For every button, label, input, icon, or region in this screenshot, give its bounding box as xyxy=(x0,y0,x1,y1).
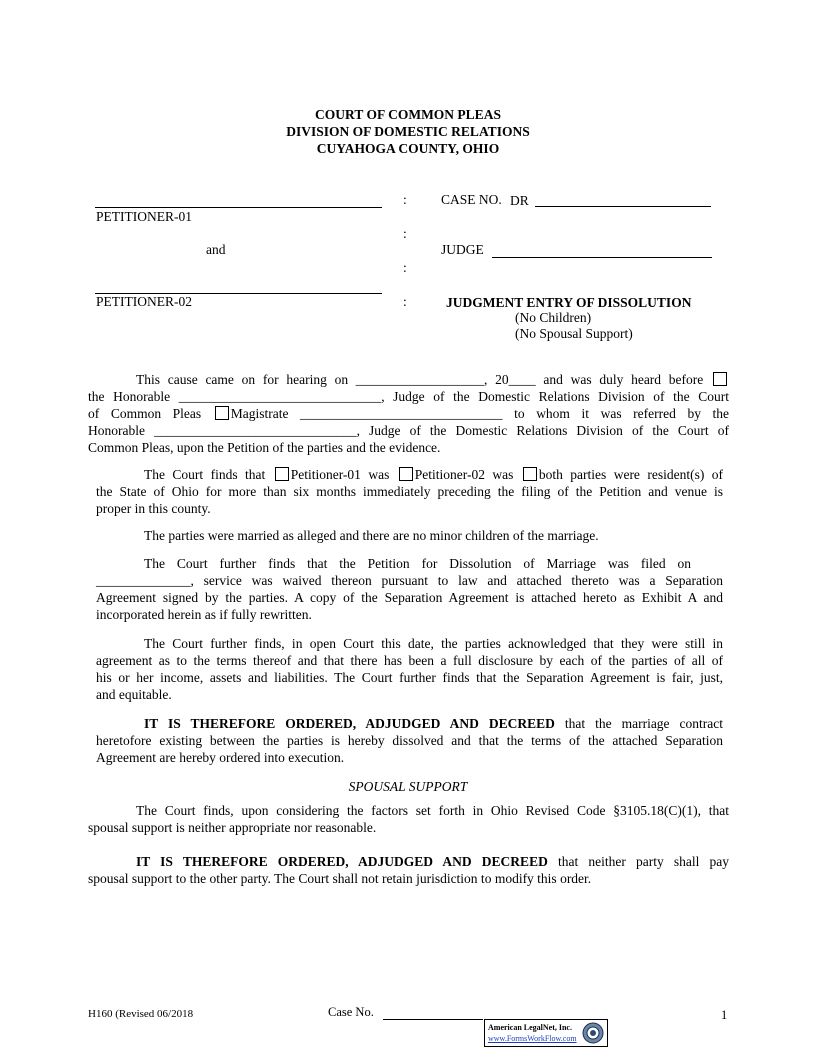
paragraph-residency xyxy=(96,466,723,517)
hearing-line-5: Common Pleas, upon the Petition of the parties and the evidence. xyxy=(88,440,441,455)
residency-line-1d: both parties were resident(s) of xyxy=(538,467,724,482)
magistrate-checkbox[interactable] xyxy=(215,406,229,420)
hearing-line-3b: Magistrate ______________________________ to whom it was referred by the xyxy=(230,406,730,421)
paragraph-spousal-findings xyxy=(88,802,729,836)
petitioner1-label: PETITIONER-01 xyxy=(96,209,192,224)
document-subtitle-children: (No Children) xyxy=(515,310,592,325)
hearing-line-3a: of Common Pleas xyxy=(88,406,202,421)
disclosure-line-3: his or her income, assets and liabilities. The Court further finds that the Separation Agreement is fair, just, xyxy=(96,670,723,685)
residency-line-1a: The Court finds that xyxy=(144,467,266,482)
hearing-line-2: the Honorable ______________________________, Judge of the Domestic Relations Division of the Court xyxy=(88,389,729,404)
spousal-order-bold: IT IS THEREFORE ORDERED, ADJUDGED AND DECREED xyxy=(136,854,548,869)
petition-line-4: incorporated herein as if fully rewritten. xyxy=(96,607,312,622)
judge-label: JUDGE xyxy=(441,242,484,257)
both-parties-residency-checkbox[interactable] xyxy=(523,467,537,481)
caption-colon-4: : xyxy=(403,294,407,309)
residency-line-2: the State of Ohio for more than six months immediately preceding the filing of the Petition and venue is xyxy=(96,484,723,499)
document-subtitle-support: (No Spousal Support) xyxy=(515,326,633,341)
logo-company-name: American LegalNet, Inc. xyxy=(488,1023,572,1032)
case-no-label: CASE NO. xyxy=(441,192,502,207)
spousal-support-heading: SPOUSAL SUPPORT xyxy=(348,779,468,794)
form-id: H160 (Revised 06/2018 xyxy=(88,1008,194,1020)
petitioner1-residency-checkbox[interactable] xyxy=(275,467,289,481)
disclosure-line-2: agreement as to the terms thereof and that there has been a full disclosure by each of the parties of all of xyxy=(96,653,723,668)
paragraph-disclosure xyxy=(96,635,723,703)
paragraph-marriage: The parties were married as alleged and there are no minor children of the marriage. xyxy=(144,528,599,543)
paragraph-petition-filed xyxy=(96,555,723,623)
page-number: 1 xyxy=(721,1008,728,1022)
footer-case-no-field[interactable] xyxy=(383,1019,483,1020)
dissolution-order-line-2: heretofore existing between the parties is hereby dissolved and that the terms of the attached Separation xyxy=(96,733,723,748)
caption-colon-2: : xyxy=(403,226,407,241)
court-county: CUYAHOGA COUNTY, OHIO xyxy=(316,141,500,156)
footer-case-no-label: Case No. xyxy=(328,1005,374,1019)
paragraph-hearing xyxy=(88,371,729,456)
case-no-prefix: DR xyxy=(510,193,529,208)
spousal-order-line-1: that neither party shall pay xyxy=(557,854,730,869)
petition-line-1: The Court further finds that the Petition for Dissolution of Marriage was filed on xyxy=(144,556,691,571)
american-legalnet-logo[interactable] xyxy=(484,1019,608,1047)
residency-line-1c: Petitioner-02 was xyxy=(414,467,514,482)
paragraph-spousal-order xyxy=(88,853,729,887)
case-no-field[interactable] xyxy=(535,206,711,207)
paragraph-dissolution-order xyxy=(96,715,723,766)
petition-line-3: Agreement signed by the parties. A copy of the Separation Agreement is attached hereto as Exhibit A and xyxy=(96,590,723,605)
residency-line-1b: Petitioner-01 was xyxy=(290,467,390,482)
dissolution-order-line-3: Agreement are hereby ordered into execution. xyxy=(96,750,345,765)
logo-website-link[interactable]: www.FormsWorkFlow.com xyxy=(488,1034,577,1043)
petitioner2-label: PETITIONER-02 xyxy=(96,294,192,309)
dissolution-order-bold: IT IS THEREFORE ORDERED, ADJUDGED AND DECREED xyxy=(144,716,555,731)
honorable-checkbox[interactable] xyxy=(713,372,727,386)
spousal-order-line-2: spousal support to the other party. The Court shall not retain jurisdiction to modify this order. xyxy=(88,871,592,886)
disclosure-line-1: The Court further finds, in open Court this date, the parties acknowledged that they were still in xyxy=(144,636,723,651)
hearing-line-1: This cause came on for hearing on ___________________, 20____ and was duly heard before xyxy=(136,372,704,387)
spousal-findings-line-2: spousal support is neither appropriate nor reasonable. xyxy=(88,820,377,835)
dissolution-order-line-1: that the marriage contract xyxy=(564,716,724,731)
globe-icon xyxy=(582,1022,604,1044)
and-label: and xyxy=(206,242,226,257)
residency-line-3: proper in this county. xyxy=(96,501,211,516)
document-title: JUDGMENT ENTRY OF DISSOLUTION xyxy=(446,295,692,310)
caption-colon-3: : xyxy=(403,260,407,275)
caption-colon-1: : xyxy=(403,192,407,207)
court-division: DIVISION OF DOMESTIC RELATIONS xyxy=(286,124,530,139)
disclosure-line-4: and equitable. xyxy=(96,687,172,702)
hearing-line-4: Honorable ______________________________, Judge of the Domestic Relations Division of the Court of xyxy=(88,423,729,438)
court-name: COURT OF COMMON PLEAS xyxy=(315,107,501,122)
spousal-findings-line-1: The Court finds, upon considering the factors set forth in Ohio Revised Code §3105.18(C)(1), that xyxy=(136,803,729,818)
petition-line-2: ______________, service was waived thereon pursuant to law and attached thereto was a Separation xyxy=(96,573,723,588)
petitioner2-residency-checkbox[interactable] xyxy=(399,467,413,481)
judge-field[interactable] xyxy=(492,257,712,258)
